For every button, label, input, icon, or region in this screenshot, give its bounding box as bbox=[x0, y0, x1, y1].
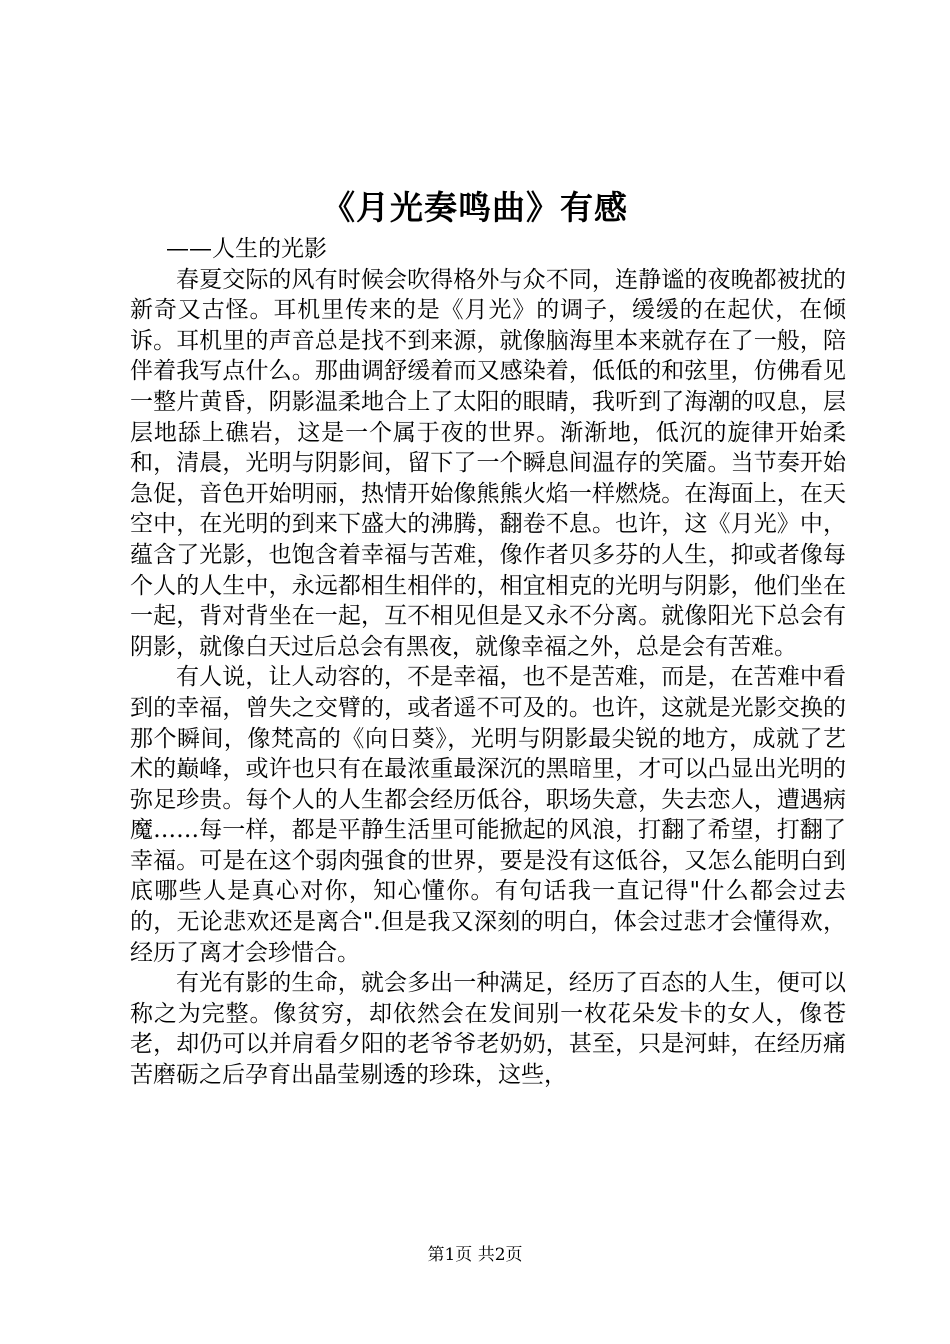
paragraph-2: 有人说，让人动容的，不是幸福，也不是苦难，而是，在苦难中看到的幸福，曾失之交臂的，或者遥不可及的。也许，这就是光影交换的那个瞬间，像梵高的《向日葵》，光明与阴影最尖锐的地方，成就了艺术的巅峰，或许也只有在最浓重最深沉的黑暗里，才可以凸显出光明的弥足珍贵。每个人的人生都会经历低谷，职场失意，失去恋人，遭遇病魔……每一样，都是平静生活里可能掀起的风浪，打翻了希望，打翻了幸福。可是在这个弱肉强食的世界，要是没有这低谷，又怎么能明白到底哪些人是真心对你，知心懂你。有句话我一直记得"什么都会过去的，无论悲欢还是离合".但是我又深刻的明白，体会过悲才会懂得欢，经历了离才会珍惜合。 bbox=[130, 664, 846, 966]
document-title: 《月光奏鸣曲》有感 bbox=[322, 188, 628, 227]
paragraph-1: 春夏交际的风有时候会吹得格外与众不同，连静谧的夜晚都被扰的新奇又古怪。耳机里传来的是《月光》的调子，缓缓的在起伏，在倾诉。耳机里的声音总是找不到来源，就像脑海里本来就存在了一般，陪伴着我写点什么。那曲调舒缓着而又感染着，低低的和弦里，仿佛看见一整片黄昏，阴影温柔地合上了太阳的眼睛，我听到了海潮的叹息，层层地舔上礁岩，这是一个属于夜的世界。渐渐地，低沉的旋律开始柔和，清晨，光明与阴影间，留下了一个瞬息间温存的笑靥。当节奏开始急促，音色开始明丽，热情开始像熊熊火焰一样燃烧。在海面上，在天空中，在光明的到来下盛大的沸腾，翻卷不息。也许，这《月光》中，蕴含了光影，也饱含着幸福与苦难，像作者贝多芬的人生，抑或者像每个人的人生中，永远都相生相伴的，相宜相克的光明与阴影，他们坐在一起，背对背坐在一起，互不相见但是又永不分离。就像阳光下总会有阴影，就像白天过后总会有黑夜，就像幸福之外，总是会有苦难。 bbox=[130, 266, 846, 660]
document-subtitle: ——人生的光影 bbox=[166, 236, 327, 262]
page-number-footer: 第1页 共2页 bbox=[427, 1245, 523, 1265]
paragraph-3: 有光有影的生命，就会多出一种满足，经历了百态的人生，便可以称之为完整。像贫穷，却依然会在发间别一枚花朵发卡的女人，像苍老，却仍可以并肩看夕阳的老爷爷老奶奶，甚至，只是河蚌，在经历痛苦磨砺之后孕育出晶莹剔透的珍珠，这些， bbox=[130, 970, 846, 1089]
document-body bbox=[130, 234, 846, 1091]
